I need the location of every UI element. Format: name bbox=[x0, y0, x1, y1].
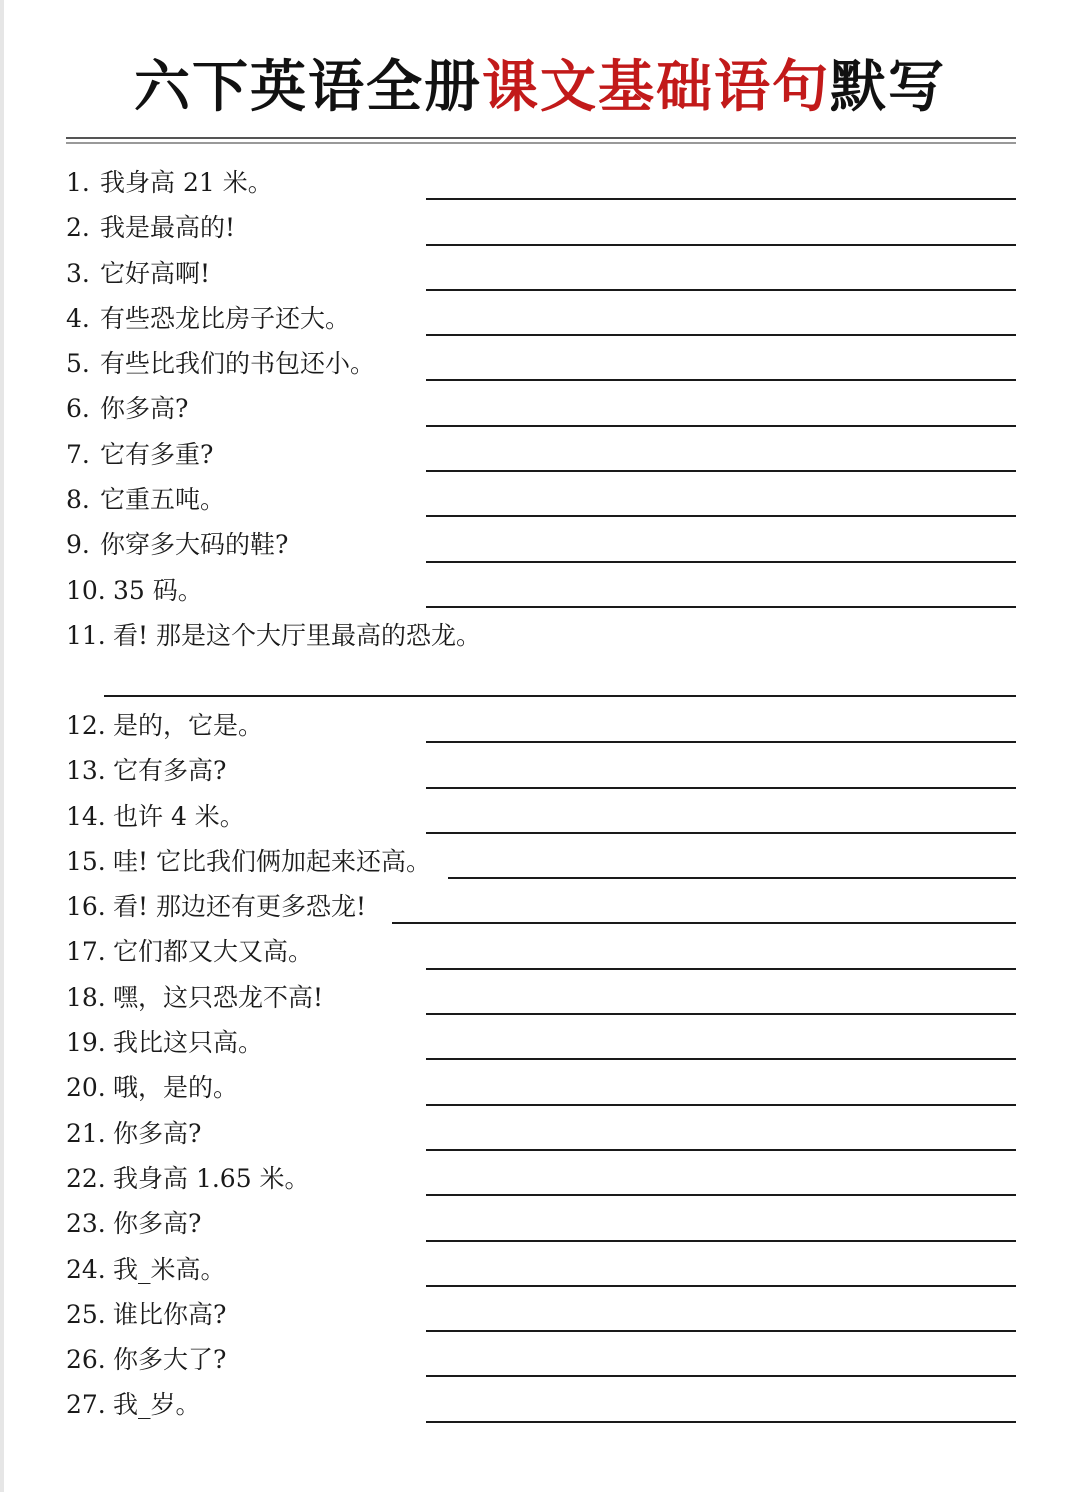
dictation-item-3 bbox=[66, 251, 1016, 296]
title-rule-light bbox=[66, 142, 1016, 144]
dictation-item-10 bbox=[66, 568, 1016, 613]
item-number: 12. bbox=[66, 710, 106, 740]
item-prompt: 哦，是的。 bbox=[113, 1073, 239, 1103]
item-prompt: 你穿多大码的鞋? bbox=[100, 530, 289, 560]
item-number: 18. bbox=[66, 982, 106, 1012]
answer-line[interactable] bbox=[426, 198, 1016, 200]
item-number: 8. bbox=[66, 485, 90, 515]
item-number: 6. bbox=[66, 394, 90, 424]
answer-line[interactable] bbox=[104, 695, 1016, 697]
item-number: 7. bbox=[66, 439, 90, 469]
answer-line[interactable] bbox=[448, 877, 1016, 879]
title-part-2-highlight: 课文基础语句 bbox=[482, 55, 830, 120]
answer-line[interactable] bbox=[426, 1013, 1016, 1015]
answer-line[interactable] bbox=[426, 1285, 1016, 1287]
dictation-item-1 bbox=[66, 160, 1016, 205]
answer-line[interactable] bbox=[426, 515, 1016, 517]
dictation-item-22 bbox=[66, 1156, 1016, 1201]
item-number: 5. bbox=[66, 349, 90, 379]
answer-line[interactable] bbox=[426, 1149, 1016, 1151]
item-prompt: 也许 4 米。 bbox=[113, 801, 245, 831]
page-edge bbox=[0, 0, 4, 1492]
item-number: 23. bbox=[66, 1209, 106, 1239]
item-number: 11. bbox=[66, 620, 106, 650]
item-prompt: 我身高 21 米。 bbox=[100, 168, 273, 197]
item-prompt: 哇! 它比我们俩加起来还高。 bbox=[113, 846, 431, 876]
answer-line[interactable] bbox=[426, 606, 1016, 608]
item-prompt: 35 码。 bbox=[113, 575, 203, 605]
item-prompt: 有些比我们的书包还小。 bbox=[100, 349, 376, 379]
answer-line[interactable] bbox=[426, 1421, 1016, 1423]
item-prompt: 它重五吨。 bbox=[100, 485, 226, 515]
item-number: 1. bbox=[66, 168, 90, 197]
answer-line[interactable] bbox=[426, 244, 1016, 246]
answer-line[interactable] bbox=[426, 561, 1016, 563]
item-number: 13. bbox=[66, 756, 106, 786]
page-title bbox=[0, 52, 1080, 124]
item-prompt: 我身高 1.65 米。 bbox=[113, 1163, 310, 1193]
item-prompt: 我_岁。 bbox=[113, 1390, 201, 1420]
item-prompt: 谁比你高? bbox=[113, 1299, 227, 1329]
answer-line[interactable] bbox=[426, 1194, 1016, 1196]
item-number: 10. bbox=[66, 575, 106, 605]
dictation-item-14 bbox=[66, 794, 1016, 839]
dictation-item-16 bbox=[66, 884, 1016, 929]
dictation-item-9 bbox=[66, 522, 1016, 567]
item-prompt: 我是最高的! bbox=[100, 213, 236, 243]
item-prompt: 你多高? bbox=[100, 394, 189, 424]
item-number: 9. bbox=[66, 530, 90, 560]
answer-line[interactable] bbox=[426, 968, 1016, 970]
item-prompt: 它有多高? bbox=[113, 756, 227, 786]
item-number: 22. bbox=[66, 1163, 106, 1193]
dictation-item-12 bbox=[66, 703, 1016, 748]
item-prompt: 有些恐龙比房子还大。 bbox=[100, 303, 351, 333]
answer-line[interactable] bbox=[426, 425, 1016, 427]
item-number: 26. bbox=[66, 1345, 106, 1375]
answer-line[interactable] bbox=[426, 334, 1016, 336]
dictation-item-19 bbox=[66, 1020, 1016, 1065]
item-prompt: 看! 那是这个大厅里最高的恐龙。 bbox=[113, 620, 481, 650]
dictation-item-15 bbox=[66, 839, 1016, 884]
answer-line[interactable] bbox=[392, 922, 1016, 924]
answer-line[interactable] bbox=[426, 1240, 1016, 1242]
dictation-item-6 bbox=[66, 386, 1016, 431]
answer-line[interactable] bbox=[426, 832, 1016, 834]
dictation-item-7 bbox=[66, 432, 1016, 477]
dictation-item-2 bbox=[66, 205, 1016, 250]
answer-line[interactable] bbox=[426, 1330, 1016, 1332]
title-part-3: 默写 bbox=[830, 55, 946, 120]
item-number: 25. bbox=[66, 1299, 106, 1329]
dictation-item-26 bbox=[66, 1337, 1016, 1382]
item-prompt: 你多高? bbox=[113, 1209, 202, 1239]
answer-line[interactable] bbox=[426, 1058, 1016, 1060]
item-prompt: 我比这只高。 bbox=[113, 1028, 264, 1058]
item-prompt: 你多高? bbox=[113, 1118, 202, 1148]
dictation-item-5 bbox=[66, 341, 1016, 386]
item-number: 4. bbox=[66, 303, 90, 333]
dictation-item-11 bbox=[66, 613, 1016, 703]
title-part-1: 六下英语全册 bbox=[134, 55, 482, 120]
dictation-item-21 bbox=[66, 1111, 1016, 1156]
item-number: 27. bbox=[66, 1390, 106, 1420]
dictation-item-17 bbox=[66, 929, 1016, 974]
item-prompt: 它有多重? bbox=[100, 439, 214, 469]
dictation-item-8 bbox=[66, 477, 1016, 522]
title-rule-dark bbox=[66, 137, 1016, 139]
dictation-item-27 bbox=[66, 1382, 1016, 1427]
item-number: 14. bbox=[66, 801, 106, 831]
item-number: 20. bbox=[66, 1073, 106, 1103]
answer-line[interactable] bbox=[426, 787, 1016, 789]
item-number: 21. bbox=[66, 1118, 106, 1148]
item-prompt: 它们都又大又高。 bbox=[113, 937, 314, 967]
dictation-item-25 bbox=[66, 1292, 1016, 1337]
answer-line[interactable] bbox=[426, 1104, 1016, 1106]
dictation-item-18 bbox=[66, 975, 1016, 1020]
item-number: 24. bbox=[66, 1254, 106, 1284]
item-number: 19. bbox=[66, 1028, 106, 1058]
item-prompt: 我_米高。 bbox=[113, 1254, 226, 1284]
item-number: 17. bbox=[66, 937, 106, 967]
answer-line[interactable] bbox=[426, 1375, 1016, 1377]
dictation-item-24 bbox=[66, 1247, 1016, 1292]
item-number: 15. bbox=[66, 846, 106, 876]
dictation-list bbox=[66, 160, 1016, 1428]
answer-line[interactable] bbox=[426, 470, 1016, 472]
item-number: 16. bbox=[66, 892, 106, 922]
item-prompt: 它好高啊! bbox=[100, 258, 211, 288]
item-prompt: 看! 那边还有更多恐龙! bbox=[113, 892, 367, 922]
item-number: 3. bbox=[66, 258, 90, 288]
item-prompt: 嘿，这只恐龙不高! bbox=[113, 982, 324, 1012]
dictation-item-4 bbox=[66, 296, 1016, 341]
dictation-item-20 bbox=[66, 1065, 1016, 1110]
item-number: 2. bbox=[66, 213, 90, 243]
dictation-item-23 bbox=[66, 1201, 1016, 1246]
answer-line[interactable] bbox=[426, 289, 1016, 291]
answer-line[interactable] bbox=[426, 379, 1016, 381]
item-prompt: 是的，它是。 bbox=[113, 710, 264, 740]
dictation-item-13 bbox=[66, 748, 1016, 793]
item-prompt: 你多大了? bbox=[113, 1345, 227, 1375]
answer-line[interactable] bbox=[426, 741, 1016, 743]
